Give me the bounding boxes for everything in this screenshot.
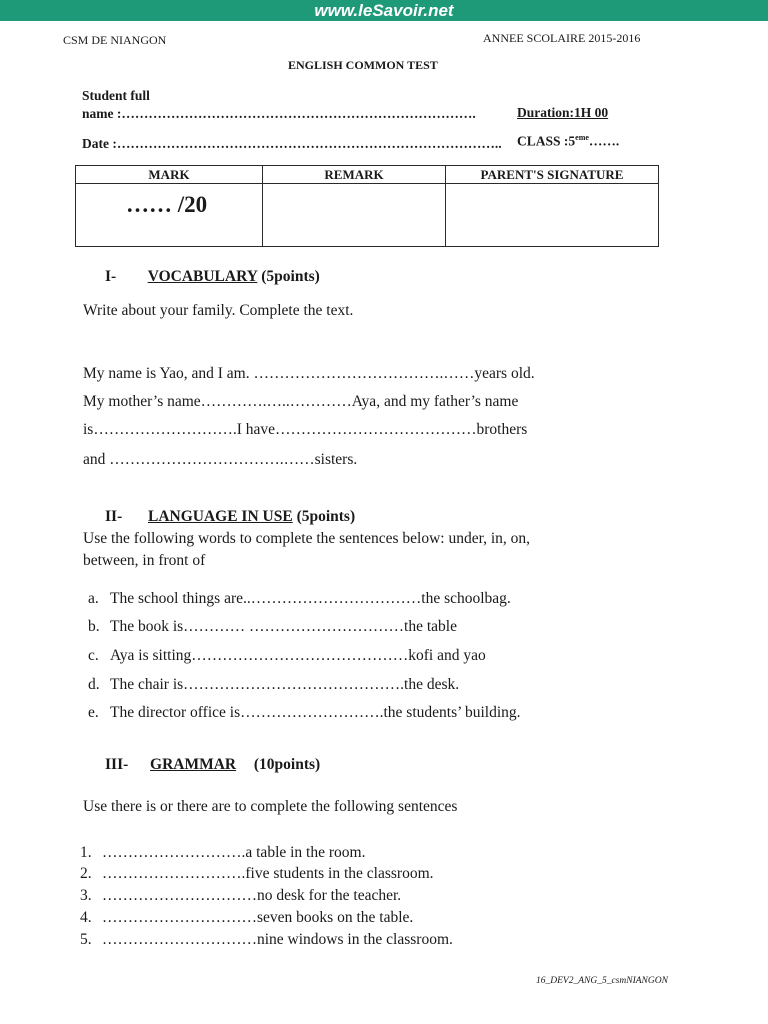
mark-table [75, 165, 659, 247]
vocab-line: My name is Yao, and I am. ……………………………….……years old. [83, 365, 535, 382]
item-letter: e. [88, 704, 99, 721]
item-letter: a. [88, 590, 99, 607]
section1-instruction: Write about your family. Complete the text. [83, 302, 354, 319]
class-suffix: ……. [588, 133, 620, 149]
language-item [88, 647, 486, 665]
vocab-line: and …………………………….……sisters. [83, 451, 358, 468]
section2-title: LANGUAGE IN USE [147, 508, 293, 525]
item-letter: d. [88, 676, 100, 693]
mark-value: …… /20 [126, 192, 208, 217]
item-text: …………………………seven books on the table. [102, 909, 414, 926]
class-prefix: CLASS :5 [517, 133, 576, 149]
item-letter: b. [88, 618, 100, 635]
section3-heading [105, 756, 320, 774]
section2-number: II- [105, 508, 123, 525]
test-title: ENGLISH COMMON TEST [288, 58, 438, 72]
section2-instruction-line1: Use the following words to complete the sentences below: under, in, on, [83, 530, 531, 547]
item-text: ……………………….five students in the classroom. [102, 865, 434, 882]
section2-points: (5points) [296, 508, 356, 525]
item-text: …………………………no desk for the teacher. [102, 887, 402, 904]
item-text: The school things are..……………………………the schoolbag. [110, 590, 511, 607]
item-letter: c. [88, 647, 99, 664]
section2-heading [105, 508, 355, 526]
section3-number: III- [105, 756, 129, 773]
student-name-label: Student full [82, 88, 150, 103]
section1-number: I- [105, 268, 117, 285]
signature-header: PARENT'S SIGNATURE [446, 166, 659, 184]
item-number: 1. [80, 844, 92, 861]
date-line: Date :………………………………………………………………………….. [82, 136, 502, 151]
item-text: The chair is…………………………………….the desk. [110, 676, 460, 693]
mark-cell [76, 184, 263, 247]
school-year: ANNEE SCOLAIRE 2015-2016 [483, 31, 641, 45]
mark-header: MARK [76, 166, 263, 184]
section3-instruction: Use there is or there are to complete the following sentences [83, 798, 458, 815]
grammar-item [80, 844, 365, 862]
signature-cell [446, 184, 659, 247]
section1-title: VOCABULARY [147, 268, 258, 285]
duration: Duration:1H 00 [517, 105, 609, 120]
site-banner [0, 0, 768, 21]
school-name: CSM DE NIANGON [63, 33, 167, 47]
item-number: 5. [80, 931, 92, 948]
site-url[interactable]: www.leSavoir.net [314, 0, 454, 20]
section1-heading [105, 268, 320, 286]
vocab-line: is……………………….I have…………………………………brothers [83, 421, 528, 438]
section2-instruction-line2: between, in front of [83, 552, 206, 569]
section3-title: GRAMMAR [150, 756, 237, 773]
item-text: …………………………nine windows in the classroom. [102, 931, 453, 948]
remark-cell [263, 184, 446, 247]
remark-header: REMARK [263, 166, 446, 184]
item-text: Aya is sitting……………………………………kofi and yao [110, 647, 486, 664]
vocab-line: My mother’s name………….…..…………Aya, and my father’s name [83, 393, 519, 410]
item-text: ……………………….a table in the room. [102, 844, 366, 861]
grammar-item [80, 931, 453, 949]
language-item [88, 618, 457, 636]
item-number: 4. [80, 909, 92, 926]
language-item [88, 704, 521, 722]
footer-reference: 16_DEV2_ANG_5_csmNIANGON [536, 976, 668, 986]
grammar-item [80, 865, 434, 883]
class-sup: eme [575, 133, 589, 142]
language-item [88, 590, 511, 608]
student-name-line: name :……………………………………………………………………. [82, 106, 476, 121]
section3-points: (10points) [253, 756, 321, 773]
item-text: The director office is……………………….the students’ building. [110, 704, 521, 721]
class-field [517, 133, 619, 150]
section1-points: (5points) [261, 268, 320, 285]
item-number: 2. [80, 865, 92, 882]
item-text: The book is………… …………………………the table [110, 618, 457, 635]
grammar-item [80, 909, 413, 927]
item-number: 3. [80, 887, 92, 904]
language-item [88, 676, 459, 694]
grammar-item [80, 887, 401, 905]
